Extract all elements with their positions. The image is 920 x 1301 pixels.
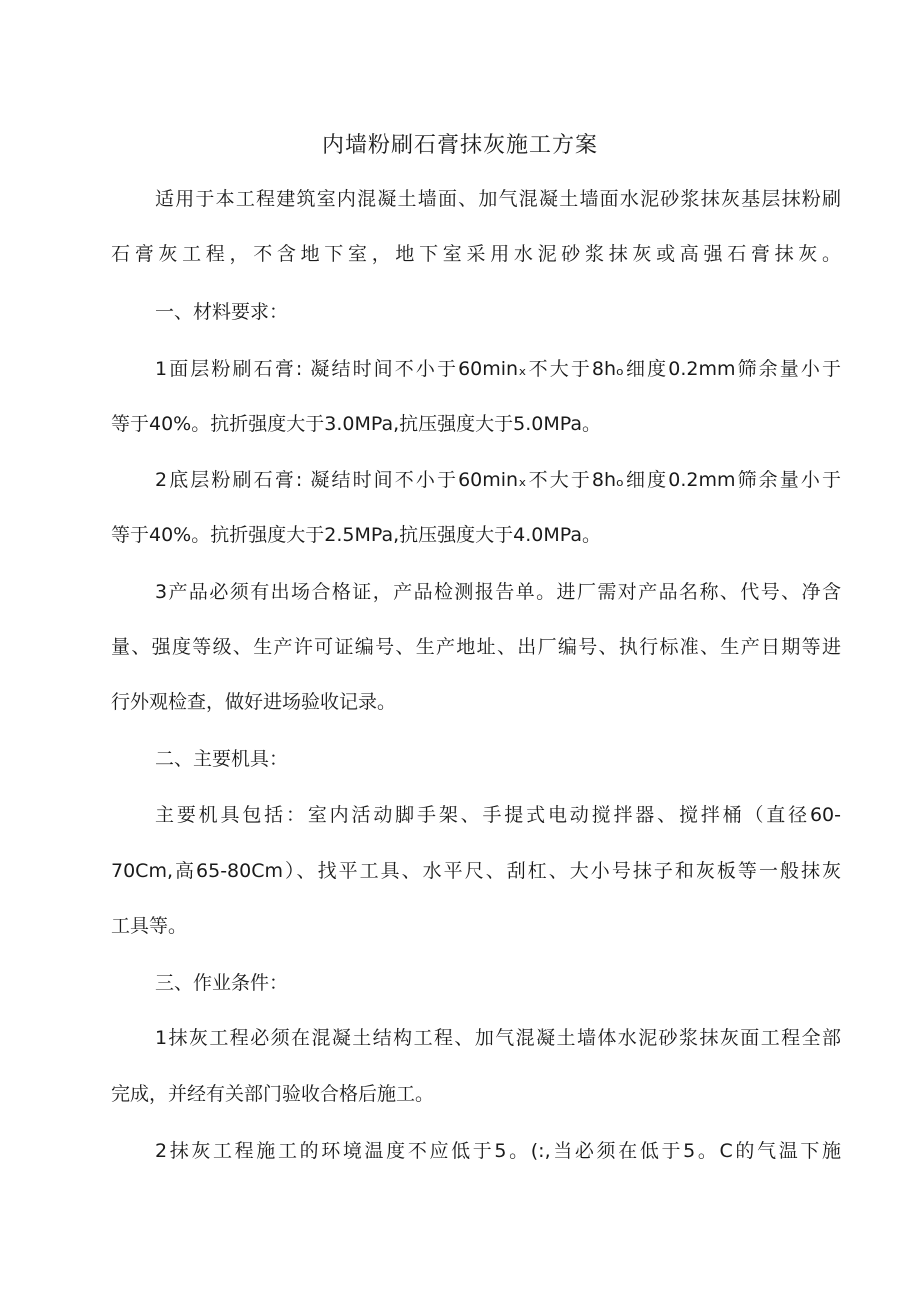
section-heading-materials: 一、材料要求：	[155, 301, 289, 323]
paragraph-line: 2底层粉刷石膏: 凝结时间不小于60minₓ不大于8hₒ细度0.2mm筛余量小于	[155, 469, 841, 491]
paragraph-line: 行外观检查，做好进场验收记录。	[111, 691, 397, 713]
paragraph-line: 1抹灰工程必须在混凝土结构工程、加气混凝土墙体水泥砂浆抹灰面工程全部	[155, 1027, 841, 1049]
section-heading-conditions: 三、作业条件：	[155, 972, 289, 994]
paragraph-line: 石膏灰工程，不含地下室，地下室采用水泥砂浆抹灰或高强石膏抹灰。	[111, 243, 841, 265]
paragraph-line: 完成，并经有关部门验收合格后施工。	[111, 1083, 435, 1105]
paragraph-line: 工具等。	[111, 915, 188, 937]
paragraph-line: 等于40%。抗折强度大于3.0MPa,抗压强度大于5.0MPa。	[111, 413, 601, 435]
paragraph-line: 量、强度等级、生产许可证编号、生产地址、出厂编号、执行标准、生产日期等进	[111, 636, 841, 658]
paragraph-line: 1面层粉刷石膏: 凝结时间不小于60minₓ不大于8hₒ细度0.2mm筛余量小于	[155, 358, 841, 380]
paragraph-line: 3产品必须有出场合格证，产品检测报告单。进厂需对产品名称、代号、净含	[155, 581, 841, 603]
paragraph-line: 2抹灰工程施工的环境温度不应低于5。(:,当必须在低于5。C的气温下施	[155, 1140, 841, 1162]
paragraph-line: 主要机具包括：室内活动脚手架、手提式电动搅拌器、搅拌桶（直径60-	[155, 804, 841, 826]
paragraph-line: 70Cm,高65-80Cm）、找平工具、水平尺、刮杠、大小号抹子和灰板等一般抹灰	[111, 860, 841, 882]
paragraph-line: 适用于本工程建筑室内混凝土墙面、加气混凝土墙面水泥砂浆抹灰基层抹粉刷	[155, 188, 841, 210]
section-heading-tools: 二、主要机具：	[155, 748, 289, 770]
document-title: 内墙粉刷石膏抹灰施工方案	[321, 133, 598, 158]
paragraph-line: 等于40%。抗折强度大于2.5MPa,抗压强度大于4.0MPa。	[111, 524, 601, 546]
